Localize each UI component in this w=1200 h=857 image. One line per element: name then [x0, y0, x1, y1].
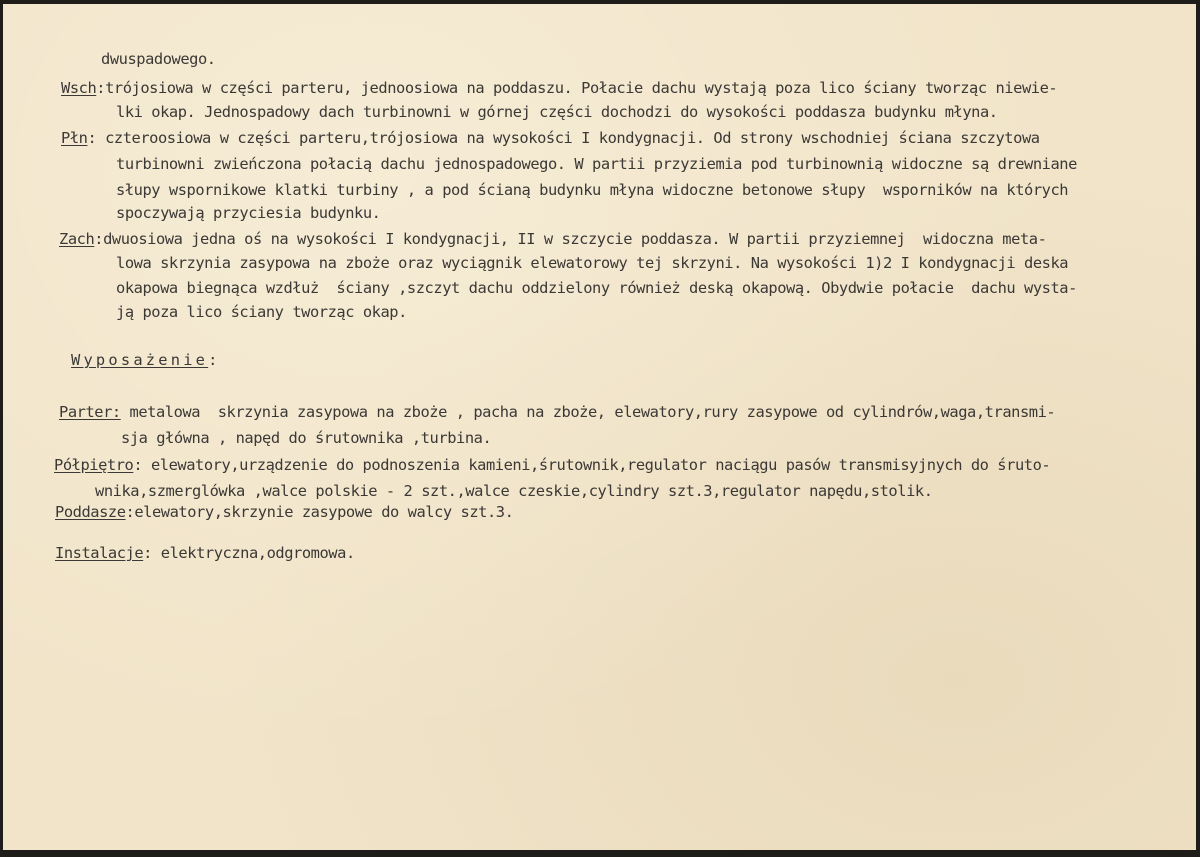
text-line — [116, 278, 1077, 298]
zach-text-cont: okapowa biegnąca wzdłuż ściany ,szczyt dachu oddzielony również deską okapową. Obydwie połacie dachu wysta- — [116, 279, 1077, 297]
polpietro-text-cont: wnika,szmerglówka ,walce polskie - 2 szt.,walce czeskie,cylindry szt.3,regulator napędu,stolik. — [95, 482, 933, 500]
poddasze-section — [55, 502, 513, 522]
text-line — [116, 203, 380, 223]
text-line — [101, 49, 216, 69]
text-line — [95, 481, 933, 501]
polpietro-section — [54, 455, 1050, 475]
pln-label: Płn — [61, 129, 88, 147]
pln-text-cont: turbinowni zwieńczona połacią dachu jednospadowego. W partii przyziemia pod turbinownią widoczne są drewniane — [116, 155, 1077, 173]
parter-section — [59, 402, 1055, 422]
wyposazenie-label: Wyposażenie — [71, 351, 209, 369]
wsch-section — [61, 78, 1057, 98]
zach-section — [59, 229, 1046, 249]
wsch-label: Wsch — [61, 79, 97, 97]
pln-text-cont: spoczywają przyciesia budynku. — [116, 204, 381, 222]
text-line — [116, 102, 998, 122]
zach-label: Zach — [59, 230, 95, 248]
parter-text-cont: sja główna , napęd do śrutownika ,turbina. — [121, 429, 492, 447]
pln-text-cont: słupy wspornikowe klatki turbiny , a pod ścianą budynku młyna widoczne betonowe słupy wsporników na których — [116, 181, 1069, 199]
text-line — [116, 180, 1068, 200]
parter-label: Parter: — [59, 403, 121, 421]
instalacje-text: : elektryczna,odgromowa. — [143, 544, 355, 562]
polpietro-text: : elewatory,urządzenie do podnoszenia kamieni,śrutownik,regulator naciągu pasów transmisyjnych do śruto- — [133, 456, 1051, 474]
pln-section — [61, 128, 1040, 148]
text-line — [116, 253, 1068, 273]
document-page — [3, 4, 1196, 850]
text-line — [116, 154, 1077, 174]
zach-text-cont: ją poza lico ściany tworząc okap. — [116, 303, 407, 321]
continuation-text: dwuspadowego. — [101, 50, 216, 68]
text-line — [116, 302, 407, 322]
instalacje-label: Instalacje — [55, 544, 144, 562]
wyposazenie-heading — [71, 350, 217, 370]
poddasze-label: Poddasze — [55, 503, 126, 521]
polpietro-label: Półpiętro — [54, 456, 134, 474]
zach-text: :dwuosiowa jedna oś na wysokości I kondygnacji, II w szczycie poddasza. W partii przyziemnej widoczna meta- — [94, 230, 1047, 248]
instalacje-section — [55, 543, 355, 563]
poddasze-text: :elewatory,skrzynie zasypowe do walcy szt.3. — [125, 503, 514, 521]
zach-text-cont: lowa skrzynia zasypowa na zboże oraz wyciągnik elewatorowy tej skrzyni. Na wysokości 1)2 I kondygnacji deska — [116, 254, 1069, 272]
pln-text: : czteroosiowa w części parteru,trójosiowa na wysokości I kondygnacji. Od strony wschodniej ściana szczytowa — [87, 129, 1040, 147]
parter-text: metalowa skrzynia zasypowa na zboże , pacha na zboże, elewatory,rury zasypowe od cylindrów,waga,transmi- — [120, 403, 1056, 421]
heading-colon: : — [208, 351, 217, 369]
wsch-text: :trójosiowa w części parteru, jednoosiowa na poddaszu. Połacie dachu wystają poza lico ściany tworząc niewie- — [96, 79, 1058, 97]
wsch-text-cont: lki okap. Jednospadowy dach turbinowni w górnej części dochodzi do wysokości poddasza budynku młyna. — [116, 103, 998, 121]
text-line — [121, 428, 491, 448]
